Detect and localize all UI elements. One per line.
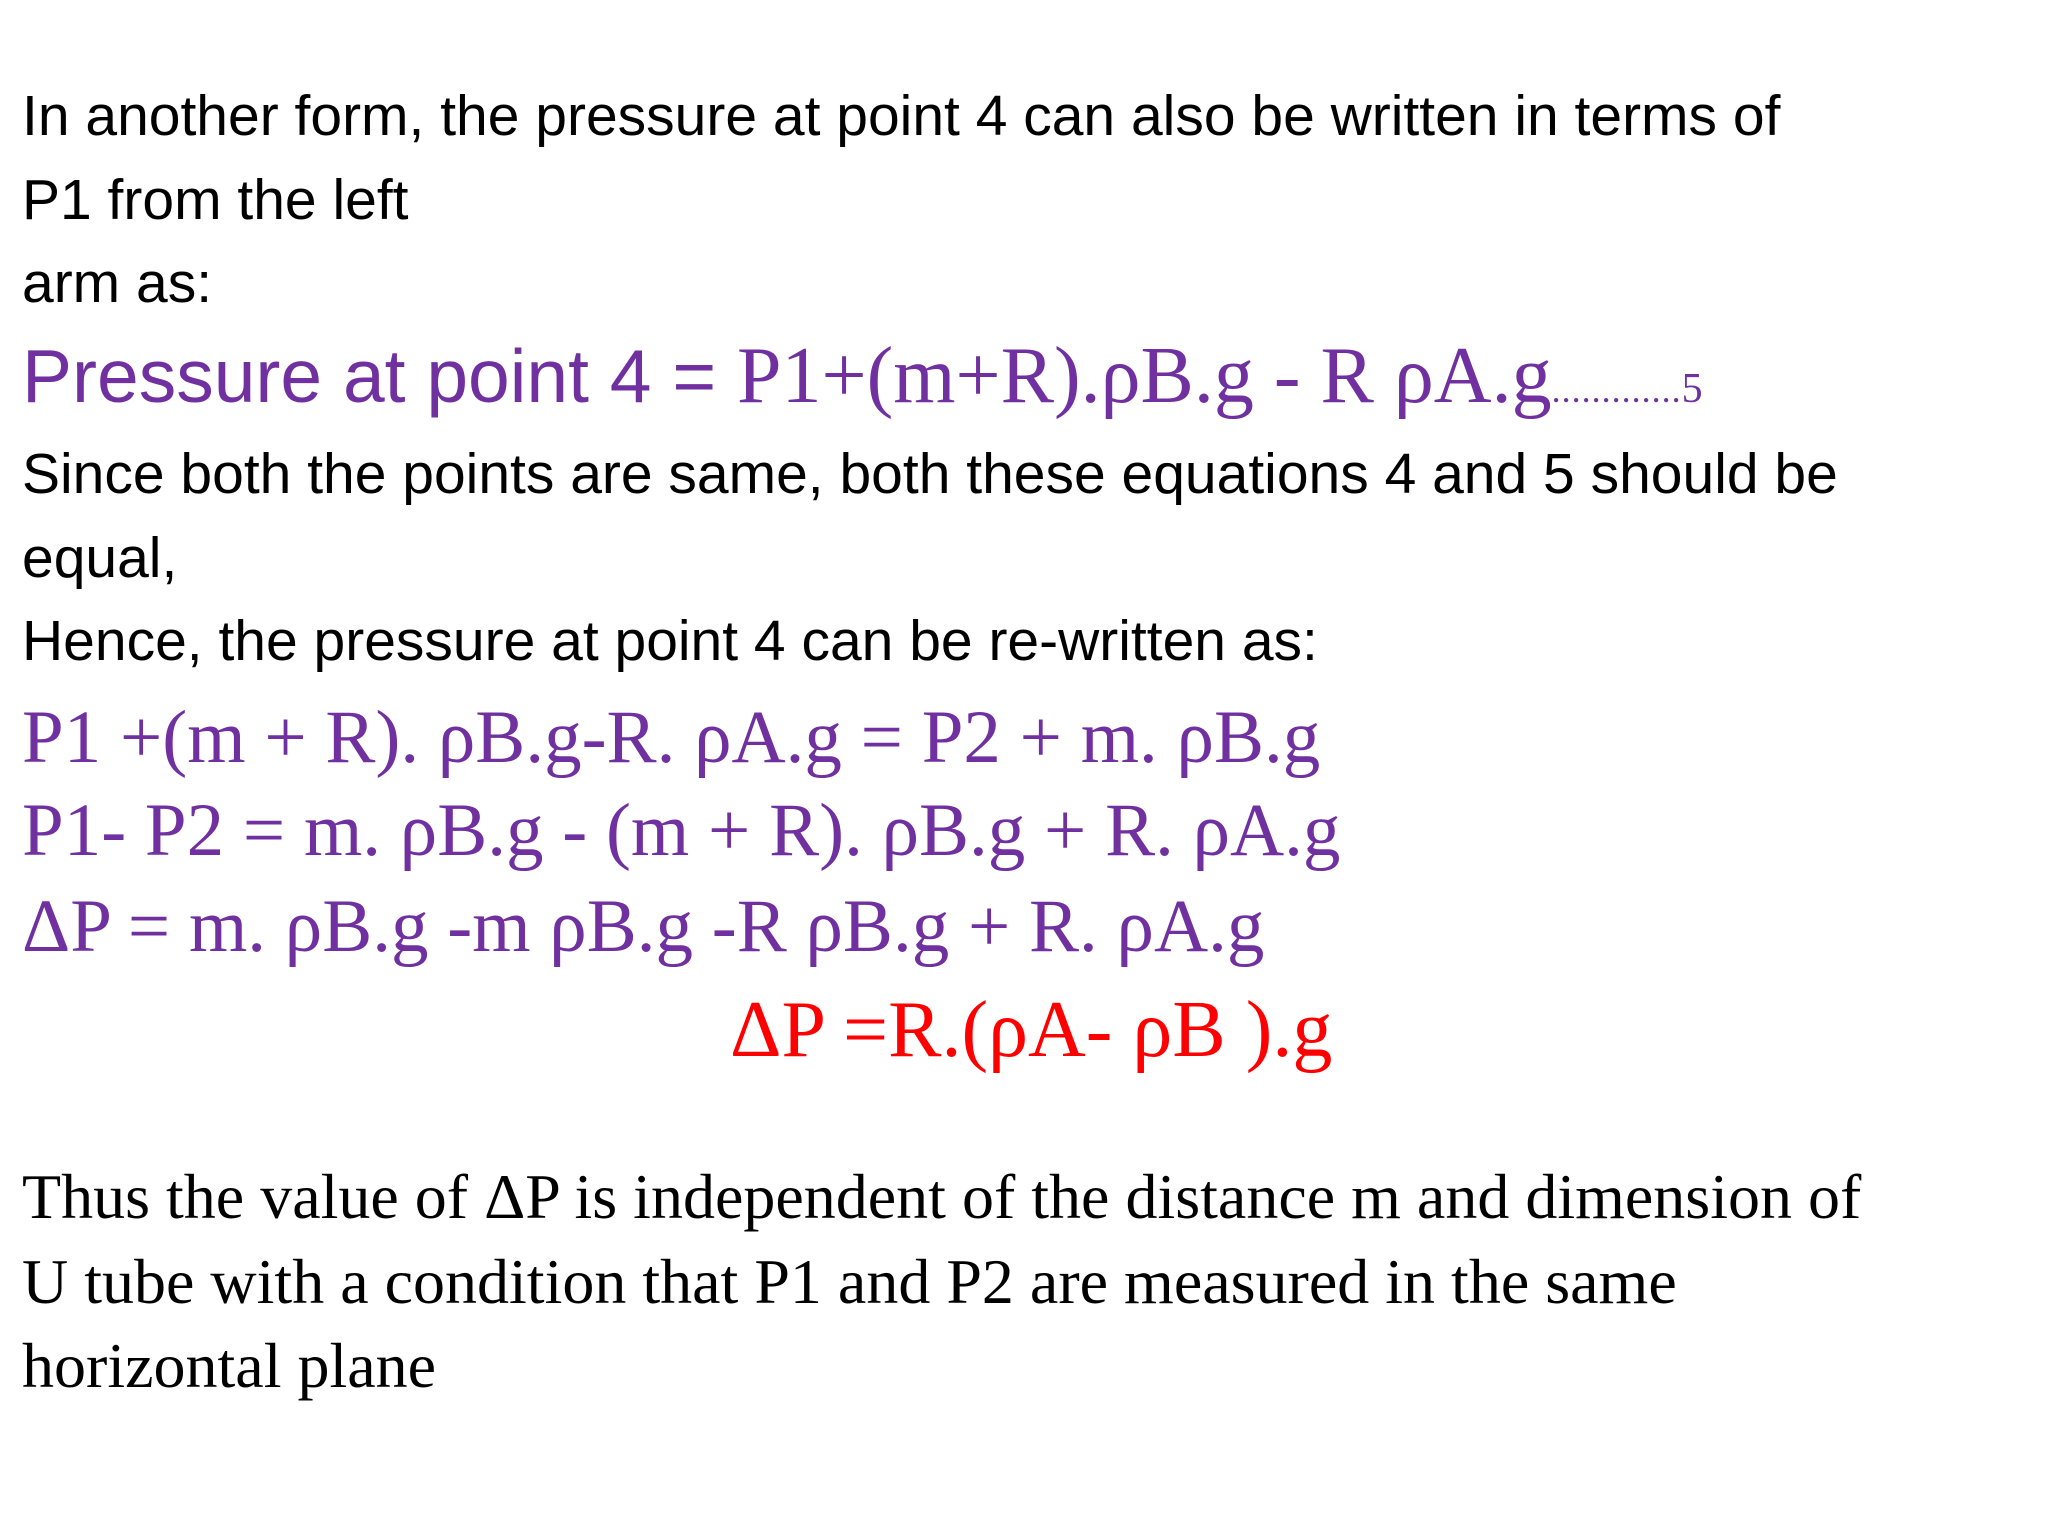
equation-5-dots: .............: [1551, 370, 1682, 410]
intro-line-1: In another form, the pressure at point 4 can also be written in terms of: [22, 84, 1781, 148]
equation-5: [22, 332, 1704, 420]
derivation-line-2: P1- P2 = m. ρB.g - (m + R). ρB.g + R. ρA.g: [22, 789, 1341, 872]
derivation-line-1: P1 +(m + R). ρB.g-R. ρA.g = P2 + m. ρB.g: [22, 696, 1321, 779]
intro-line-3: arm as:: [22, 251, 213, 315]
equation-5-number: 5: [1681, 366, 1704, 412]
equation-5-expression: P1+(m+R).ρB.g - R ρA.g: [737, 332, 1552, 420]
conclusion-line-3: horizontal plane: [22, 1330, 437, 1401]
since-line-3: Hence, the pressure at point 4 can be re-written as:: [22, 609, 1318, 673]
conclusion-line-2: U tube with a condition that P1 and P2 are measured in the same: [22, 1246, 1677, 1317]
result-equation: ΔP =R.(ρA- ρB ).g: [730, 986, 1333, 1074]
conclusion-line-1: Thus the value of ΔP is independent of the distance m and dimension of: [22, 1161, 1862, 1232]
derivation-line-3: ΔP = m. ρB.g -m ρB.g -R ρB.g + R. ρA.g: [22, 885, 1265, 968]
equation-5-label: Pressure at point 4 =: [22, 334, 737, 418]
since-line-1: Since both the points are same, both these equations 4 and 5 should be: [22, 442, 1838, 506]
intro-line-2: P1 from the left: [22, 168, 409, 232]
since-line-2: equal,: [22, 526, 178, 590]
